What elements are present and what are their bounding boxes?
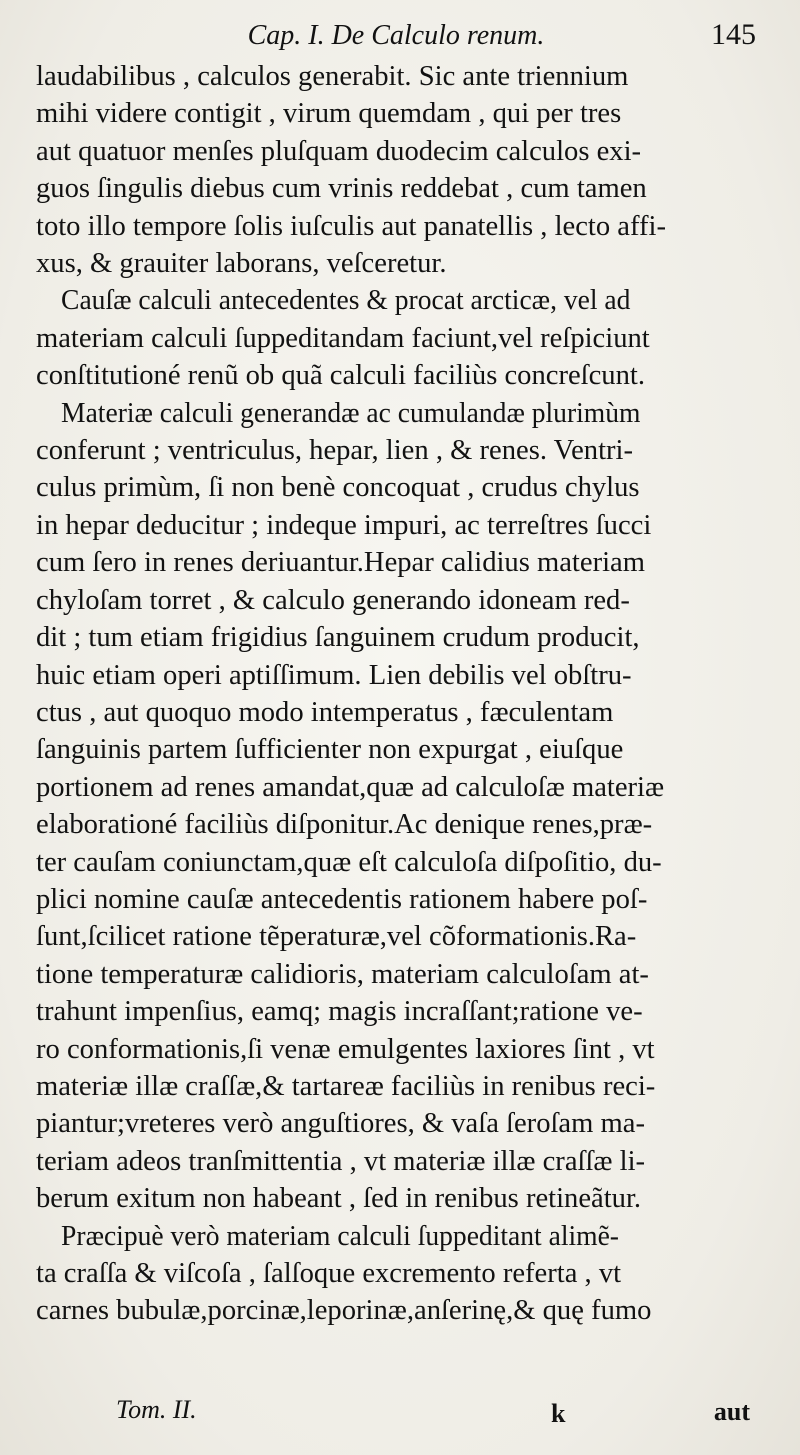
text-line: ctus , aut quoquo modo intemperatus , fæculentam: [36, 696, 614, 728]
text-line: piantur;vreteres verò anguſtiores, & vaſa ſeroſam ma-: [36, 1108, 645, 1140]
page-number: 145: [711, 18, 756, 51]
text-body: [36, 58, 756, 1330]
page-footer: [36, 1393, 756, 1433]
paragraph: [36, 1218, 756, 1330]
text-line: berum exitum non habeant , ſed in renibus retineãtur.: [36, 1183, 642, 1215]
paragraph: [36, 58, 756, 282]
text-line: chyloſam torret , & calculo generando idoneam red-: [36, 584, 630, 616]
text-line: ſanguinis partem ſufficienter non expurgat , eiuſque: [36, 734, 624, 766]
text-line: toto illo tempore ſolis iuſculis aut panatellis , lecto affi-: [36, 210, 666, 242]
text-line: dit ; tum etiam frigidius ſanguinem crudum producit,: [36, 622, 640, 654]
signature-mark: k: [551, 1399, 566, 1428]
text-line: conſtitutioné renũ ob quã calculi faciliùs concreſcunt.: [36, 360, 645, 392]
paragraph: [36, 395, 756, 1218]
text-line: ſunt,ſcilicet ratione tẽperaturæ,vel cõformationis.Ra-: [36, 921, 637, 953]
text-line: plici nomine cauſæ antecedentis rationem habere poſ-: [36, 883, 648, 915]
text-line: tione temperaturæ calidioris, materiam calculoſam at-: [36, 958, 649, 990]
paragraph: [36, 282, 756, 394]
text-line: carnes bubulæ,porcinæ,leporinæ,anſerinę,& quę fumo: [36, 1295, 652, 1327]
text-line: Cauſæ calculi antecedentes & procat arcticæ, vel ad: [61, 285, 631, 317]
volume-mark: Tom. II.: [116, 1395, 197, 1424]
text-line: elaborationé faciliùs diſponitur.Ac denique renes,præ-: [36, 809, 653, 841]
text-line: guos ſingulis diebus cum vrinis reddebat , cum tamen: [36, 173, 647, 205]
text-line: huic etiam operi aptiſſimum. Lien debilis vel obſtru-: [36, 659, 632, 691]
text-line: Materiæ calculi generandæ ac cumulandæ plurimùm: [61, 397, 641, 429]
text-line: ro conformationis,ſi venæ emulgentes laxiores ſint , vt: [36, 1033, 655, 1065]
text-line: materiam calculi ſuppeditandam faciunt,vel reſpiciunt: [36, 322, 650, 354]
text-line: portionem ad renes amandat,quæ ad calculoſæ materiæ: [36, 771, 665, 803]
text-line: aut quatuor menſes pluſquam duodecim calculos exi-: [36, 135, 642, 167]
running-header: [36, 14, 756, 58]
text-line: mihi videre contigit , virum quemdam , qui per tres: [36, 98, 622, 130]
text-line: ta craſſa & viſcoſa , ſalſoque excremento referta , vt: [36, 1258, 622, 1289]
text-line: cum ſero in renes deriuantur.Hepar calidius materiam: [36, 547, 645, 579]
text-line: conferunt ; ventriculus, hepar, lien , & renes. Ventri-: [36, 435, 634, 467]
text-line: culus primùm, ſi non benè concoquat , crudus chylus: [36, 472, 640, 504]
catchword: aut: [713, 1397, 750, 1426]
text-line: materiæ illæ craſſæ,& tartareæ faciliùs in renibus reci-: [36, 1070, 656, 1102]
running-title: Cap. I. De Calculo renum.: [247, 20, 545, 51]
text-line: Præcipuè verò materiam calculi ſuppeditant alimẽ-: [61, 1220, 619, 1252]
text-line: ter cauſam coniunctam,quæ eſt calculoſa diſpoſitio, du-: [36, 846, 662, 878]
text-line: in hepar deducitur ; indeque impuri, ac terreſtres ſucci: [36, 509, 652, 541]
text-line: trahunt impenſius, eamq; magis incraſſant;ratione ve-: [36, 996, 643, 1028]
text-line: teriam adeos tranſmittentia , vt materiæ illæ craſſæ li-: [36, 1145, 646, 1177]
text-line: laudabilibus , calculos generabit. Sic ante triennium: [36, 61, 629, 92]
text-line: xus, & grauiter laborans, veſceretur.: [36, 248, 447, 280]
